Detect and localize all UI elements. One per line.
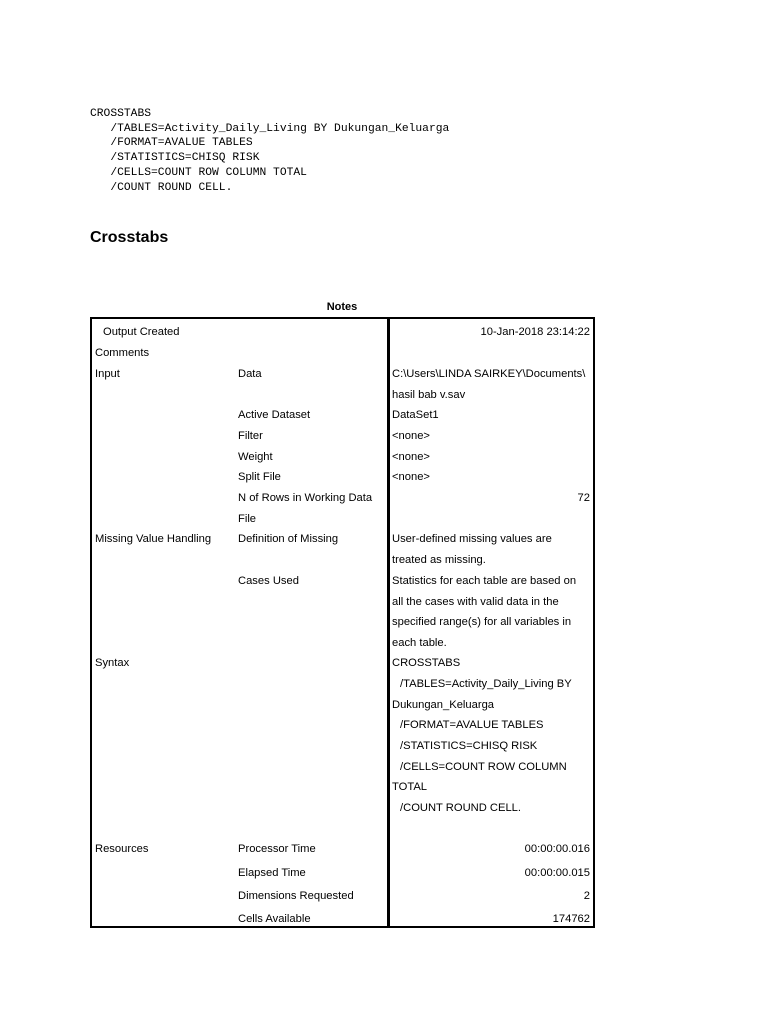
definition-of-missing-value-line: treated as missing. [392, 554, 486, 566]
processor-time-value: 00:00:00.016 [524, 843, 590, 855]
syntax-value-line: Dukungan_Keluarga [392, 699, 495, 711]
syntax-label: Syntax [95, 657, 130, 669]
syntax-line: /FORMAT=AVALUE TABLES [96, 137, 253, 150]
n-rows-value: 72 [577, 492, 590, 504]
elapsed-time-value: 00:00:00.015 [524, 867, 590, 879]
missing-value-handling-label: Missing Value Handling [95, 533, 212, 545]
data-value-line: C:\Users\LINDA SAIRKEY\Documents\ [392, 368, 586, 380]
syntax-line: CROSSTABS [90, 108, 152, 120]
syntax-value-line: /STATISTICS=CHISQ RISK [400, 740, 538, 752]
syntax-value-line: /FORMAT=AVALUE TABLES [400, 719, 544, 731]
definition-of-missing-value-line: User-defined missing values are [392, 533, 552, 545]
cases-used-value-line: Statistics for each table are based on [392, 575, 577, 587]
notes-table-title: Notes [326, 301, 358, 313]
syntax-value-line: /COUNT ROUND CELL. [400, 802, 522, 814]
active-dataset-value: DataSet1 [392, 409, 439, 421]
output-created-value: 10-Jan-2018 23:14:22 [480, 326, 590, 338]
cells-available-label: Cells Available [238, 913, 311, 925]
syntax-value-line: TOTAL [392, 781, 428, 793]
cases-used-value-line: each table. [392, 637, 447, 649]
cases-used-value-line: specified range(s) for all variables in [392, 616, 572, 628]
dimensions-requested-value: 2 [583, 890, 590, 902]
syntax-block [90, 107, 449, 195]
active-dataset-label: Active Dataset [238, 409, 311, 421]
syntax-line: /CELLS=COUNT ROW COLUMN TOTAL [96, 166, 307, 179]
input-label: Input [95, 368, 120, 380]
syntax-line: /TABLES=Activity_Daily_Living BY Dukungan_Keluarga [96, 122, 450, 135]
output-created-label: Output Created [103, 326, 180, 338]
syntax-value-line: CROSSTABS [392, 657, 461, 669]
syntax-value-line: /CELLS=COUNT ROW COLUMN [400, 761, 567, 773]
resources-label: Resources [95, 843, 149, 855]
cases-used-value-line: all the cases with valid data in the [392, 596, 559, 608]
dimensions-requested-label: Dimensions Requested [238, 890, 354, 902]
syntax-line: /COUNT ROUND CELL. [96, 181, 233, 194]
syntax-line: /STATISTICS=CHISQ RISK [96, 152, 260, 165]
weight-value: <none> [392, 451, 430, 463]
section-heading: Crosstabs [90, 229, 169, 246]
processor-time-label: Processor Time [238, 843, 316, 855]
syntax-value-line: /TABLES=Activity_Daily_Living BY [400, 678, 572, 690]
definition-of-missing-label: Definition of Missing [238, 533, 339, 545]
n-rows-label-line: N of Rows in Working Data [238, 492, 373, 504]
elapsed-time-label: Elapsed Time [238, 867, 306, 879]
comments-label: Comments [95, 347, 150, 359]
filter-value: <none> [392, 430, 430, 442]
split-file-label: Split File [238, 471, 281, 483]
data-value-line: hasil bab v.sav [392, 389, 466, 401]
filter-label: Filter [238, 430, 263, 442]
cells-available-value: 174762 [552, 913, 590, 925]
column-divider [387, 319, 390, 926]
notes-table [90, 317, 595, 928]
n-rows-label-line: File [238, 513, 257, 525]
cases-used-label: Cases Used [238, 575, 299, 587]
split-file-value: <none> [392, 471, 430, 483]
weight-label: Weight [238, 451, 273, 463]
data-label: Data [238, 368, 262, 380]
